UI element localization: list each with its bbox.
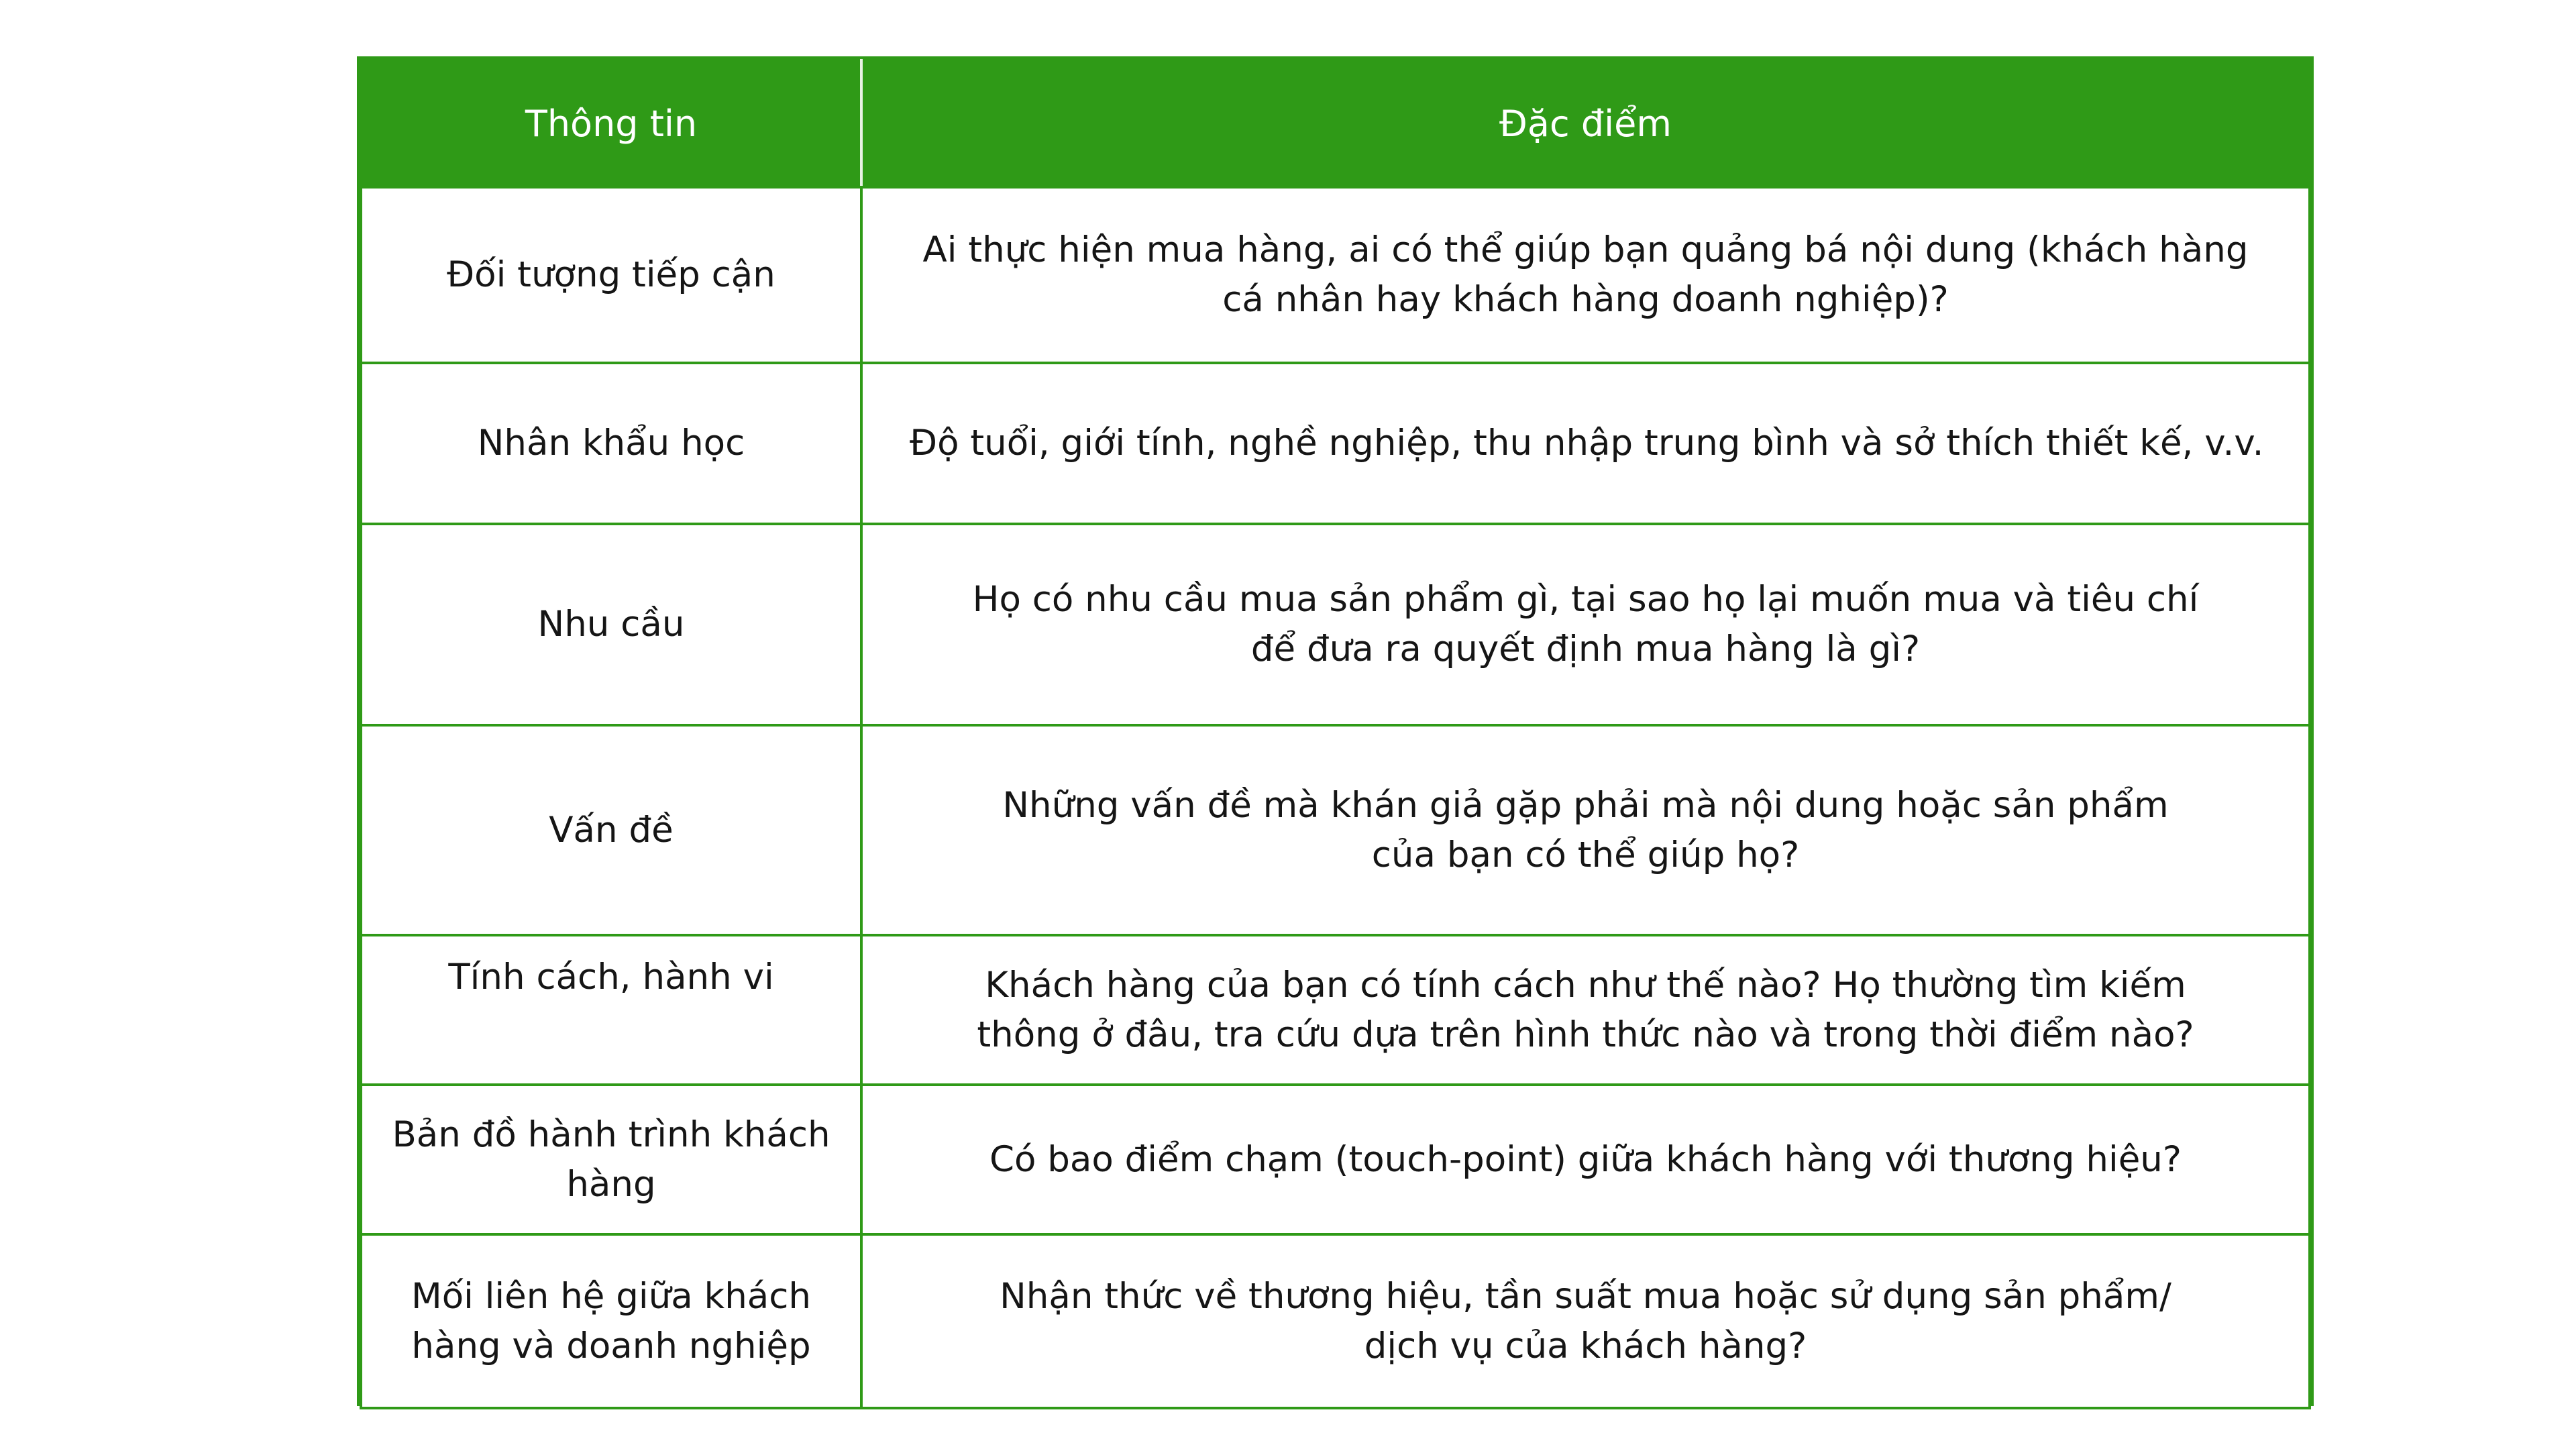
row-description-line: Nhận thức về thương hiệu, tần suất mua hoặc sử dụng sản phẩm/: [1000, 1275, 2171, 1317]
row-label-cell: [361, 187, 861, 363]
row-label-line: hàng và doanh nghiệp: [411, 1325, 811, 1366]
table-row: [361, 935, 2310, 1085]
row-label-line: Nhân khẩu học: [477, 423, 745, 464]
row-description-line: dịch vụ của khách hàng?: [1364, 1325, 1807, 1366]
table-row: [361, 1085, 2310, 1234]
row-description-line: Họ có nhu cầu mua sản phẩm gì, tại sao họ lại muốn mua và tiêu chí: [972, 579, 2199, 620]
header-cell-info: Thông tin: [361, 60, 861, 187]
table-row: [361, 524, 2310, 725]
row-description-cell: [861, 725, 2310, 935]
header-cell-characteristics: Đặc điểm: [861, 60, 2310, 187]
row-description-cell: [861, 524, 2310, 725]
row-description-line: để đưa ra quyết định mua hàng là gì?: [1250, 629, 1921, 669]
row-description-cell: [861, 187, 2310, 363]
table-row: [361, 363, 2310, 524]
row-description-line: Ai thực hiện mua hàng, ai có thể giúp bạn quảng bá nội dung (khách hàng: [922, 229, 2249, 270]
row-label-cell: [361, 935, 861, 1085]
row-label-line: Tính cách, hành vi: [448, 957, 774, 998]
row-description-line: của bạn có thể giúp họ?: [1371, 834, 1800, 875]
row-label-line: Nhu cầu: [537, 604, 685, 645]
row-description-line: Khách hàng của bạn có tính cách như thế nào? Họ thường tìm kiếm: [985, 964, 2186, 1006]
info-table-container: [357, 56, 2314, 1406]
row-label-line: Mối liên hệ giữa khách: [411, 1275, 812, 1317]
row-label-cell: [361, 1234, 861, 1408]
row-description-line: Những vấn đề mà khán giả gặp phải mà nội dung hoặc sản phẩm: [1002, 784, 2169, 826]
table-row: [361, 725, 2310, 935]
row-label-line: Đối tượng tiếp cận: [447, 254, 775, 295]
row-description-cell: [861, 935, 2310, 1085]
row-description-cell: [861, 1234, 2310, 1408]
table-row: [361, 1234, 2310, 1408]
row-label-cell: [361, 524, 861, 725]
row-description-line: Có bao điểm chạm (touch-point) giữa khách hàng với thương hiệu?: [989, 1138, 2182, 1180]
customer-persona-table: [360, 59, 2311, 1409]
row-label-cell: [361, 363, 861, 524]
row-label-line: hàng: [566, 1163, 656, 1205]
table-header-row: [361, 60, 2310, 187]
row-label-line: Vấn đề: [549, 809, 674, 851]
row-description-line: cá nhân hay khách hàng doanh nghiệp)?: [1222, 279, 1949, 320]
row-description-cell: [861, 363, 2310, 524]
row-description-line: thông ở đâu, tra cứu dựa trên hình thức nào và trong thời điểm nào?: [977, 1014, 2194, 1055]
table-row: [361, 187, 2310, 363]
row-label-line: Bản đồ hành trình khách: [392, 1114, 830, 1155]
row-label-cell: [361, 725, 861, 935]
row-description-line: Độ tuổi, giới tính, nghề nghiệp, thu nhập trung bình và sở thích thiết kế, v.v.: [910, 423, 2264, 464]
row-label-cell: [361, 1085, 861, 1234]
row-description-cell: [861, 1085, 2310, 1234]
